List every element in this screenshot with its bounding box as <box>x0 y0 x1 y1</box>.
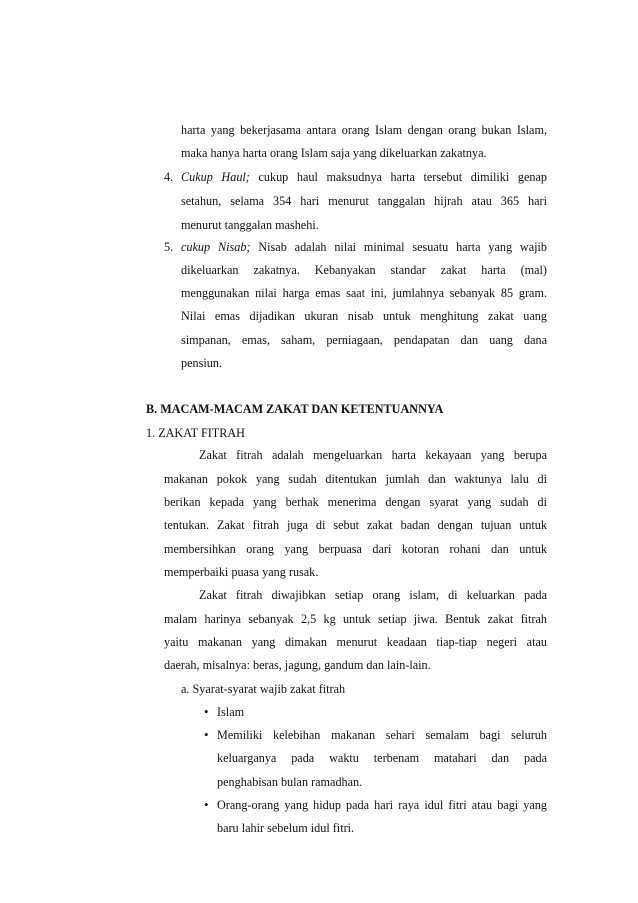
term-cukup-nisab: cukup Nisab; <box>181 240 251 254</box>
paragraph-1-line-5: membersihkan orang yang berpuasa dari kotoran rohani dan untuk <box>164 542 547 556</box>
list-continuation-line-2: maka hanya harta orang Islam saja yang dikeluarkan zakatnya. <box>181 146 487 160</box>
paragraph-2-line-4: daerah, misalnya: beras, jagung, gandum dan lain-lain. <box>164 658 431 672</box>
subsection-heading-1: 1. ZAKAT FITRAH <box>146 426 245 440</box>
bullet-item-3-line-2: baru lahir sebelum idul fitri. <box>217 821 355 835</box>
paragraph-1-line-2: makanan pokok yang sudah ditentukan jumlah dan waktunya lalu di <box>164 472 547 486</box>
list-item-4-line-2: setahun, selama 354 hari menurut tanggalan hijrah atau 365 hari <box>181 194 547 208</box>
list-item-5-line-5: simpanan, emas, saham, perniagaan, pendapatan dan uang dana <box>181 333 547 347</box>
bullet-item-2-line-1: Memiliki kelebihan makanan sehari semalam bagi seluruh <box>217 728 547 742</box>
list-item-5-line-1 <box>181 239 547 255</box>
list-item-4-line-1 <box>181 169 547 185</box>
paragraph-2-line-1: Zakat fitrah diwajibkan setiap orang islam, di keluarkan pada <box>199 588 547 602</box>
term-cukup-haul: Cukup Haul; <box>181 170 250 184</box>
list-number-4: 4. <box>164 170 174 184</box>
bullet-item-2-line-3: penghabisan bulan ramadhan. <box>217 775 363 789</box>
section-heading-b: B. MACAM-MACAM ZAKAT DAN KETENTUANNYA <box>146 402 444 416</box>
list-item-5-line-3: menggunakan nilai harga emas saat ini, jumlahnya sebanyak 85 gram. <box>181 286 547 300</box>
paragraph-1-line-6: memperbaiki puasa yang rusak. <box>164 565 319 579</box>
list-item-5-text: Nisab adalah nilai minimal sesuatu harta yang wajib <box>258 240 547 254</box>
list-item-5-line-2: dikeluarkan zakatnya. Kebanyakan standar zakat harta (mal) <box>181 263 547 277</box>
list-item-5-line-6: pensiun. <box>181 356 222 370</box>
list-number-5: 5. <box>164 240 174 254</box>
sub-heading-a: a. Syarat-syarat wajib zakat fitrah <box>181 682 346 696</box>
list-item-4-line-3: menurut tanggalan mashehi. <box>181 218 319 232</box>
bullet-item-3-line-1: Orang-orang yang hidup pada hari raya idul fitri atau bagi yang <box>217 798 547 812</box>
bullet-icon: • <box>204 704 209 719</box>
paragraph-2-line-3: yaitu makanan yang dimakan menurut keadaan tiap-tiap negeri atau <box>164 635 547 649</box>
list-item-5-line-4: Nilai emas dijadikan ukuran nisab untuk menghitung zakat uang <box>181 309 547 323</box>
list-continuation-line-1: harta yang bekerjasama antara orang Islam dengan orang bukan Islam, <box>181 123 547 137</box>
bullet-icon: • <box>204 727 209 742</box>
paragraph-1-line-1: Zakat fitrah adalah mengeluarkan harta kekayaan yang berupa <box>199 448 547 462</box>
paragraph-1-line-3: berikan kepada yang berhak menerima dengan syarat yang sudah di <box>164 495 547 509</box>
bullet-icon: • <box>204 797 209 812</box>
bullet-item-2-line-2: keluarganya pada waktu terbenam matahari dan pada <box>217 751 547 765</box>
list-item-4-text: cukup haul maksudnya harta tersebut dimiliki genap <box>258 170 547 184</box>
paragraph-1-line-4: tentukan. Zakat fitrah juga di sebut zakat badan dengan tujuan untuk <box>164 518 547 532</box>
bullet-item-1: Islam <box>217 705 245 719</box>
paragraph-2-line-2: malam harinya sebanyak 2,5 kg untuk setiap jiwa. Bentuk zakat fitrah <box>164 612 547 626</box>
